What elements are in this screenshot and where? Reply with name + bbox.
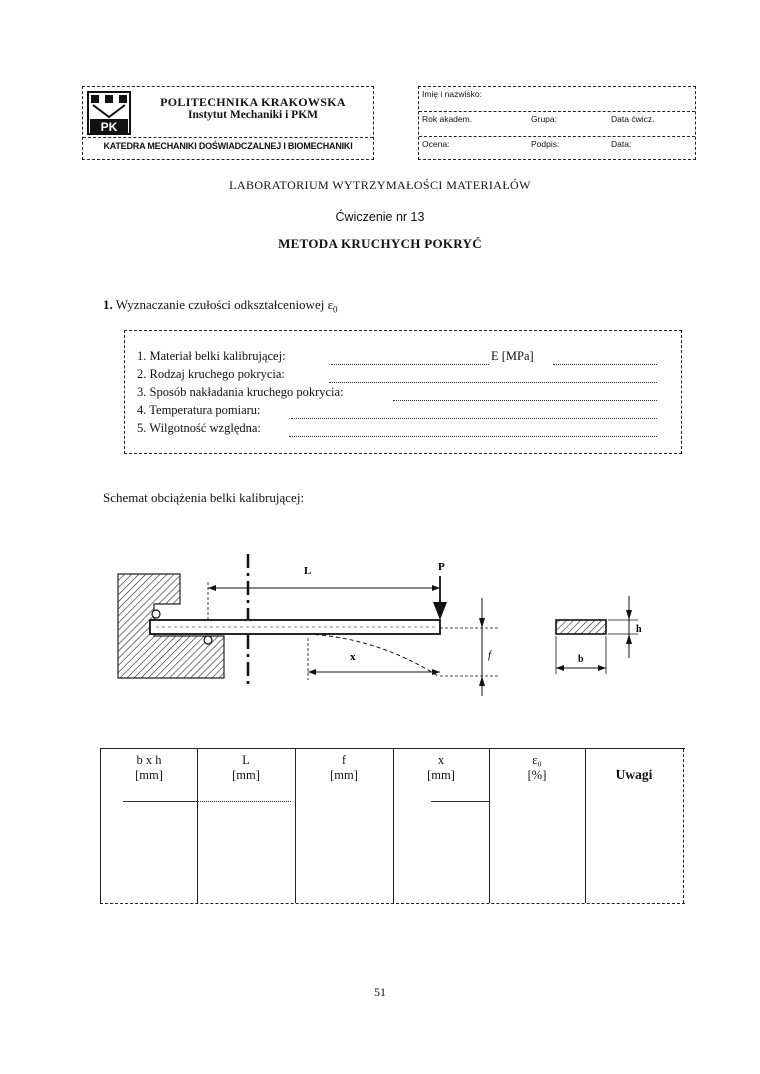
label-P: P xyxy=(438,561,445,573)
param-temperature: 4. Temperatura pomiaru: xyxy=(137,403,261,417)
year-row xyxy=(419,112,695,137)
col-f xyxy=(295,749,394,903)
parameters-box xyxy=(124,330,682,454)
material-dots xyxy=(331,353,489,365)
institute-name: Instytut Mechaniki i PKM xyxy=(187,109,318,121)
param-coating-type: 2. Rodzaj kruchego pokrycia: xyxy=(137,367,285,381)
label-L: L xyxy=(304,565,312,577)
clamp-pin-bottom xyxy=(204,636,212,644)
param-humidity: 5. Wilgotność względna: xyxy=(137,421,261,435)
university-logo xyxy=(87,91,131,135)
coating-type-dots xyxy=(329,371,657,383)
label-h: h xyxy=(636,624,642,635)
department-name: KATEDRA MECHANIKI DOŚWIADCZALNEJ I BIOMECHANIKI xyxy=(103,141,353,151)
page-number: 51 xyxy=(374,985,386,999)
coating-method-dots xyxy=(393,389,657,401)
col-x-header: x [mm] xyxy=(427,753,455,782)
signature-label: Podpis: xyxy=(531,139,560,149)
date-label: Data: xyxy=(611,139,632,149)
col-epsilon xyxy=(489,749,586,903)
results-table xyxy=(100,748,685,904)
grade-row xyxy=(419,137,695,161)
section-subscript: 0 xyxy=(333,304,338,315)
name-label: Imię i nazwisko: xyxy=(422,89,482,99)
label-x: x xyxy=(350,651,356,663)
temperature-dots xyxy=(291,407,657,419)
beam-cross-section xyxy=(556,620,606,634)
scheme-label: Schemat obciążenia belki kalibrującej: xyxy=(103,490,305,505)
student-info-box xyxy=(418,86,696,160)
col-notes-header: Uwagi xyxy=(615,767,653,782)
year-label: Rok akadem. xyxy=(422,114,473,124)
col-epsilon-header: ε₀ [%] xyxy=(527,753,547,782)
col-L-header: L [mm] xyxy=(232,753,260,782)
exercise-number: Ćwiczenie nr 13 xyxy=(335,210,425,224)
lab-title: LABORATORIUM WYTRZYMAŁOŚCI MATERIAŁÓW xyxy=(229,178,531,192)
method-title: METODA KRUCHYCH POKRYĆ xyxy=(278,236,482,251)
e-value-dots xyxy=(553,353,657,365)
param-material: 1. Materiał belki kalibrującej: xyxy=(137,349,286,363)
humidity-dots xyxy=(289,425,657,437)
header-divider xyxy=(83,137,373,138)
col-L xyxy=(197,749,296,903)
institution-header xyxy=(82,86,374,160)
logo-text: PK xyxy=(100,120,118,134)
param-coating-method: 3. Sposób nakładania kruchego pokrycia: xyxy=(137,385,344,399)
university-name: POLITECHNIKA KRAKOWSKA xyxy=(160,95,346,109)
label-b: b xyxy=(578,654,584,665)
beam-loading-diagram xyxy=(108,548,668,708)
deflection-curve xyxy=(308,634,438,676)
col-bxh xyxy=(101,749,198,903)
col-f-header: f [mm] xyxy=(330,753,358,782)
label-f: f xyxy=(488,649,492,661)
section-number: 1. xyxy=(103,297,113,312)
group-label: Grupa: xyxy=(531,114,557,124)
clamp-pin-top xyxy=(152,610,160,618)
param-e-label: E [MPa] xyxy=(491,349,534,363)
section-title: Wyznaczanie czułości odkształceniowej ε xyxy=(115,297,334,312)
col-notes xyxy=(585,749,684,903)
col-bxh-header: b x h [mm] xyxy=(135,753,163,782)
name-row xyxy=(419,87,695,112)
grade-label: Ocena: xyxy=(422,139,450,149)
section-1-heading xyxy=(103,297,338,315)
exercise-date-label: Data ćwicz. xyxy=(611,114,655,124)
col-x xyxy=(393,749,490,903)
